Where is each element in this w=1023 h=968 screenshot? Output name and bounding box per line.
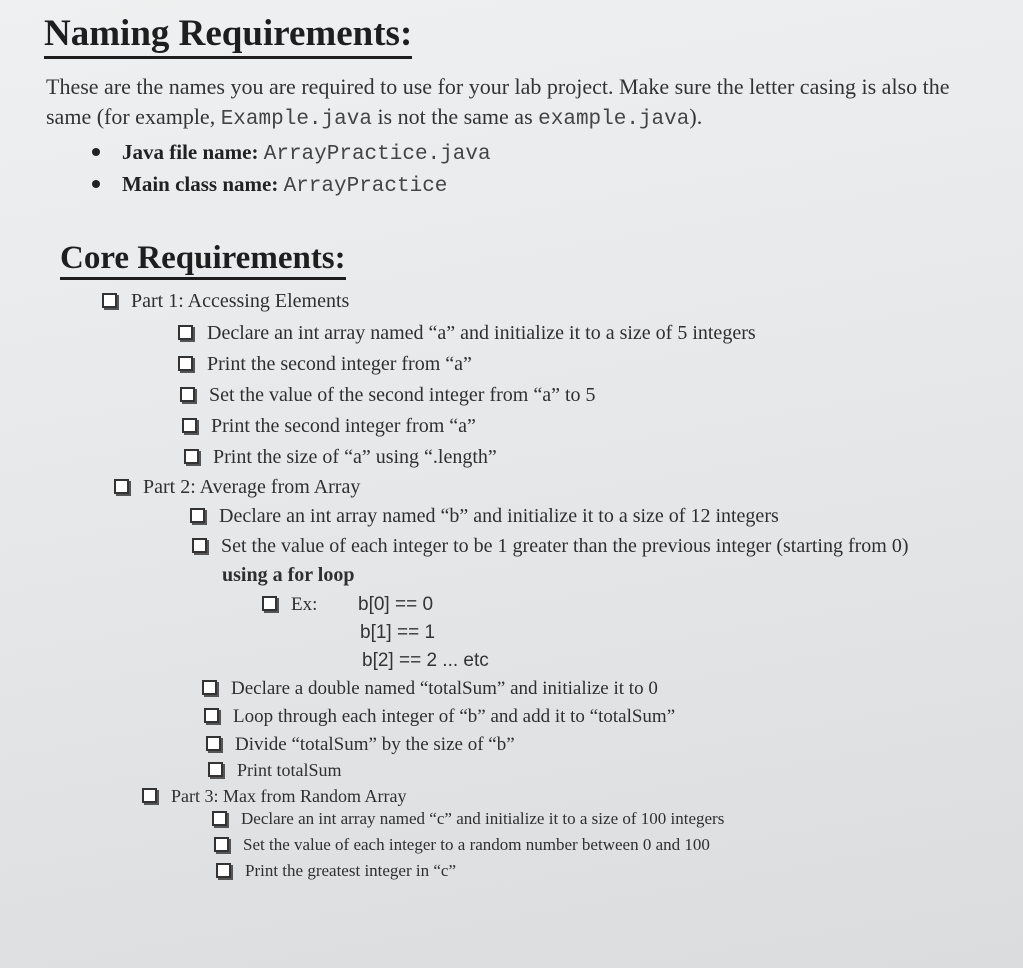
example-code-upper: Example.java [220, 108, 372, 131]
checkbox-icon [114, 479, 129, 494]
part1-task: Print the second integer from “a” [182, 415, 476, 438]
bullet-dot [92, 148, 100, 156]
core-requirements-heading: Core Requirements: [60, 240, 346, 280]
example-item: Ex: [262, 594, 317, 616]
bullet-main-class-name: Main class name: ArrayPractice [92, 172, 447, 198]
example-line: b[0] == 0 [358, 594, 434, 615]
checkbox-icon [214, 837, 229, 852]
example-line: b[1] == 1 [360, 622, 436, 643]
for-loop-note: using a for loop [222, 564, 355, 586]
checkbox-icon [204, 708, 219, 723]
part2-task: Print totalSum [208, 760, 342, 781]
checkbox-icon [178, 325, 193, 340]
part3-task: Declare an int array named “c” and initialize it to a size of 100 integers [212, 809, 724, 829]
checkbox-icon [184, 449, 199, 464]
part2-item: Part 2: Average from Array [114, 476, 360, 499]
checkbox-icon [142, 788, 157, 803]
part1-task: Set the value of the second integer from “a” to 5 [180, 384, 596, 407]
checkbox-icon [192, 538, 207, 553]
example-code-lower: example.java [538, 108, 690, 131]
part1-item: Part 1: Accessing Elements [102, 290, 349, 313]
part1-task: Declare an int array named “a” and initialize it to a size of 5 integers [178, 322, 756, 345]
part3-task: Print the greatest integer in “c” [216, 861, 456, 881]
bullet-java-file-name: Java file name: ArrayPractice.java [92, 140, 491, 166]
checkbox-icon [212, 811, 227, 826]
part3-task: Set the value of each integer to a random number between 0 and 100 [214, 835, 710, 855]
checkbox-icon [190, 508, 205, 523]
checkbox-icon [208, 762, 223, 777]
part1-task: Print the second integer from “a” [178, 353, 472, 376]
part2-task: Declare a double named “totalSum” and initialize it to 0 [202, 678, 658, 700]
checkbox-icon [216, 863, 231, 878]
checkbox-icon [206, 736, 221, 751]
bullet-dot [92, 180, 100, 188]
naming-requirements-heading: Naming Requirements: [44, 14, 412, 59]
part2-task: Declare an int array named “b” and initialize it to a size of 12 integers [190, 505, 779, 528]
checkbox-icon [178, 356, 193, 371]
part2-task: Divide “totalSum” by the size of “b” [206, 734, 515, 756]
checkbox-icon [262, 596, 277, 611]
naming-intro-paragraph: These are the names you are required to use for your lab project. Make sure the letter casing is also the same (for example, Example.java is not the same as example.java). [46, 74, 950, 131]
checkbox-icon [182, 418, 197, 433]
part1-task: Print the size of “a” using “.length” [184, 446, 497, 469]
example-line: b[2] == 2 ... etc [362, 650, 489, 671]
checkbox-icon [202, 680, 217, 695]
part3-item: Part 3: Max from Random Array [142, 786, 406, 807]
part2-task: Set the value of each integer to be 1 greater than the previous integer (starting from 0) [192, 535, 909, 558]
checkbox-icon [102, 293, 117, 308]
checkbox-icon [180, 387, 195, 402]
part2-task: Loop through each integer of “b” and add it to “totalSum” [204, 706, 675, 728]
